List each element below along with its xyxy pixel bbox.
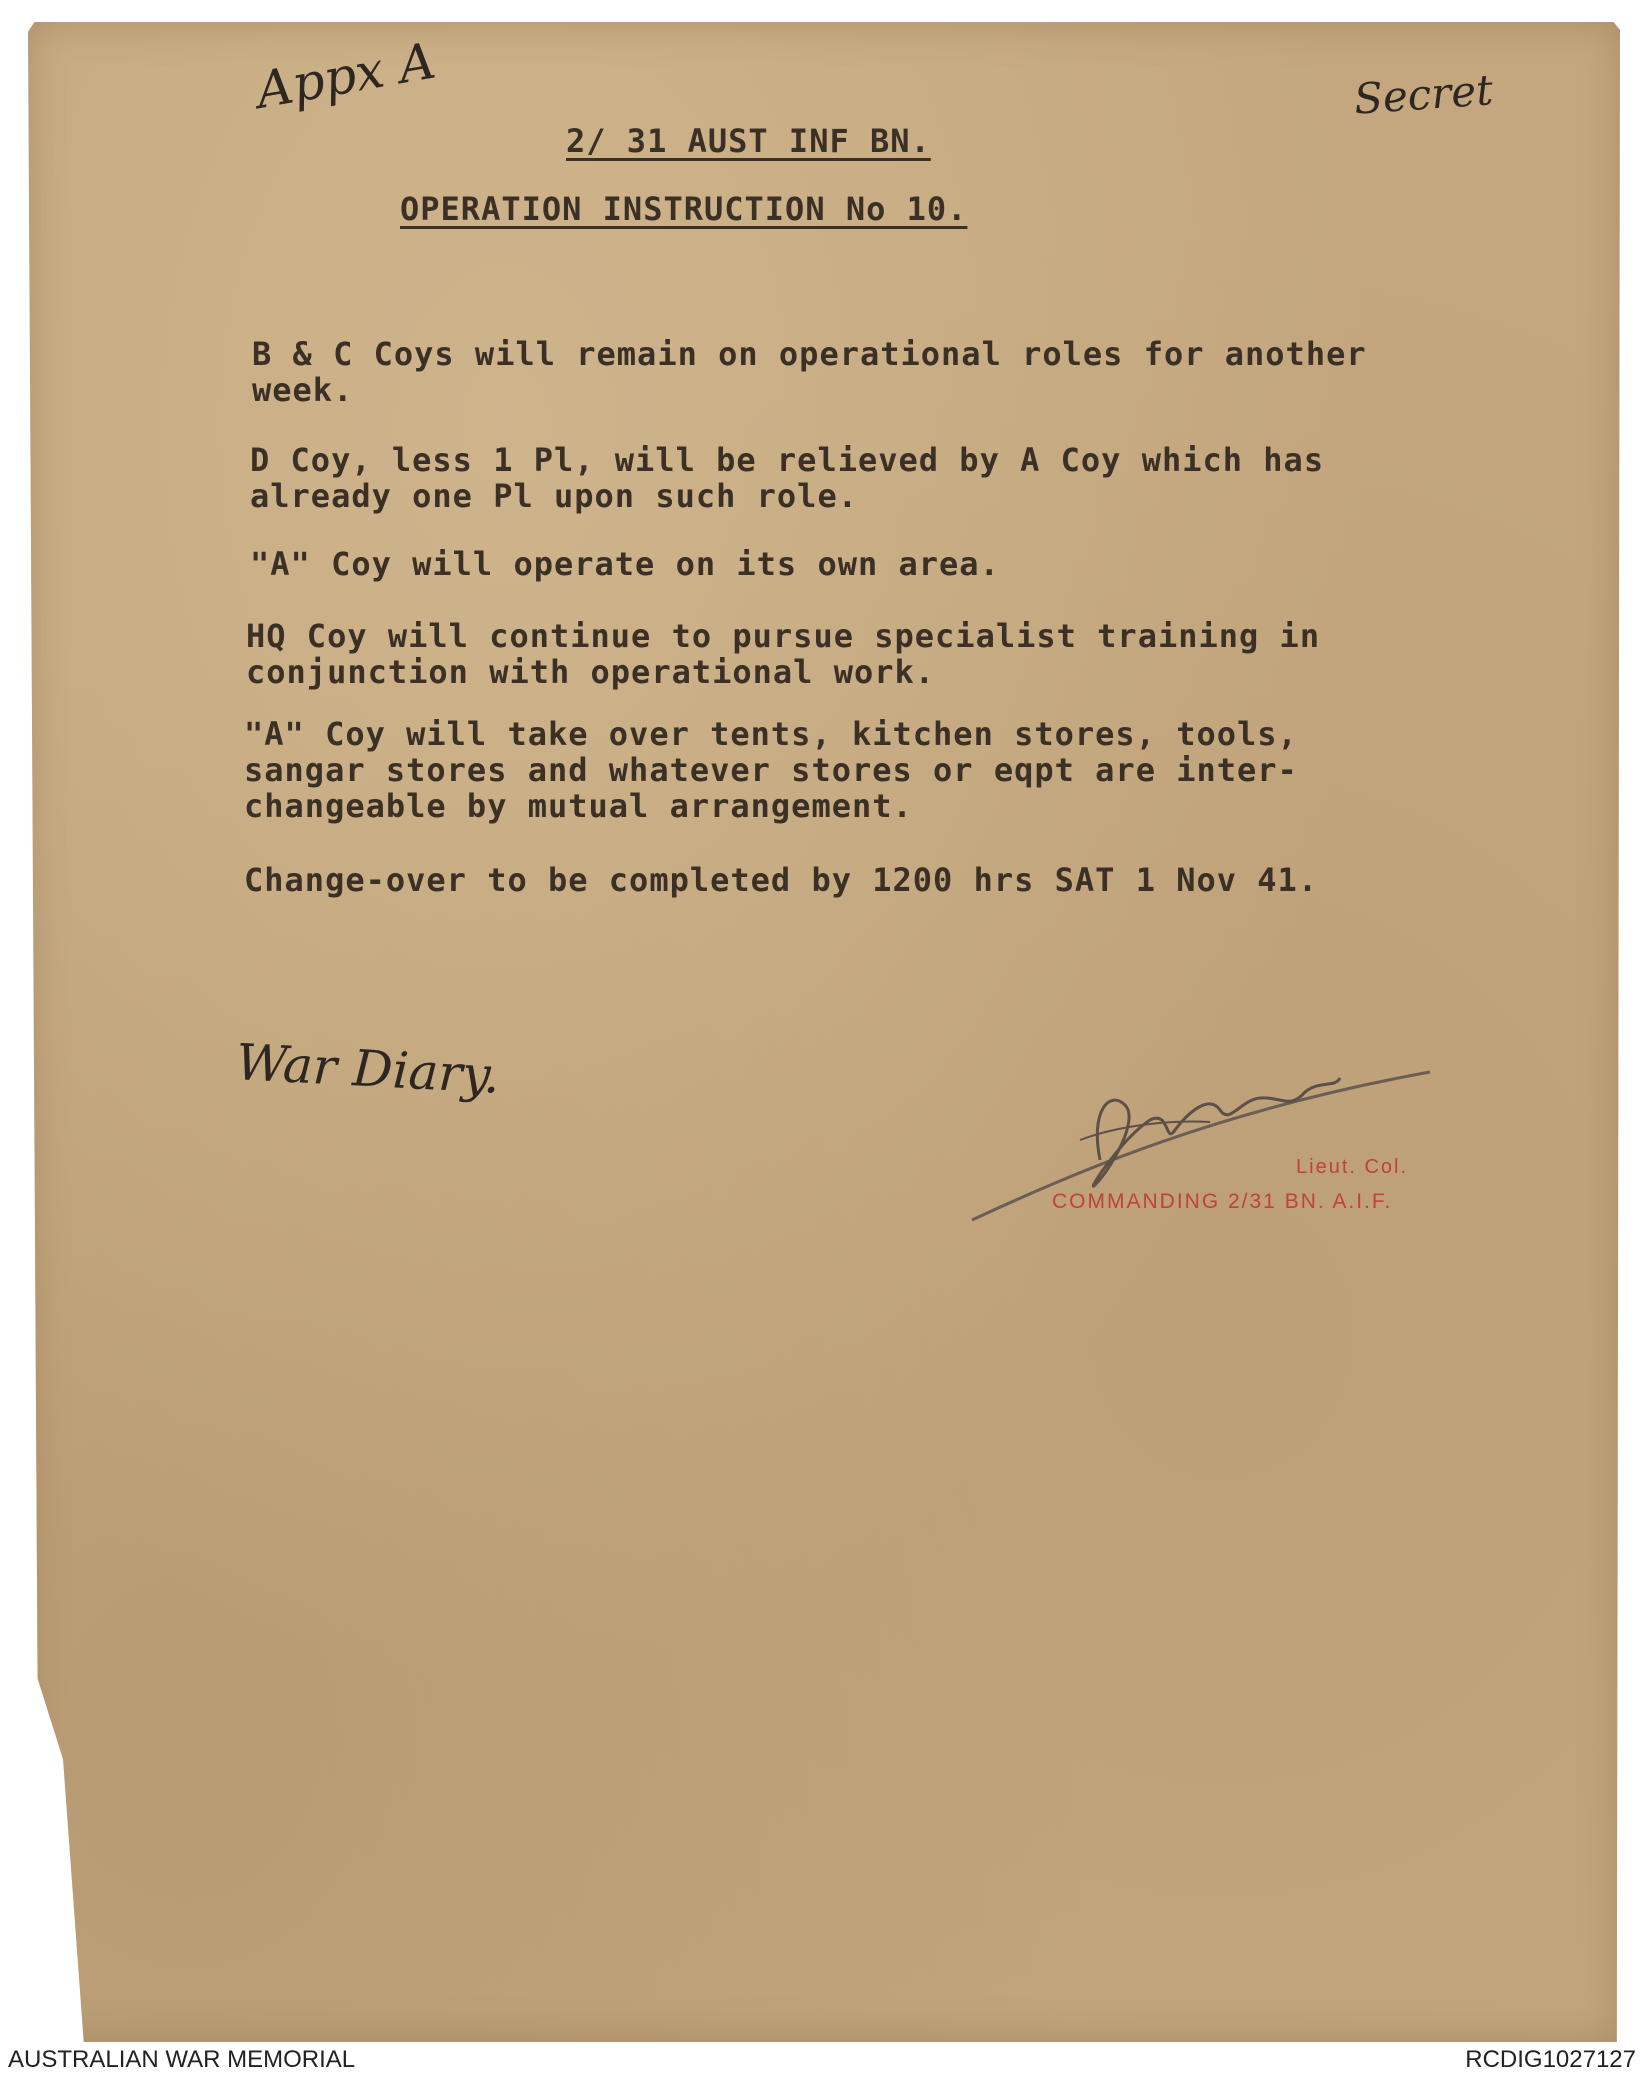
annotation-war-diary: War Diary. [234,1033,502,1105]
instruction-heading: OPERATION INSTRUCTION No 10. [400,190,968,228]
stamp-rank: Lieut. Col. [1296,1156,1409,1178]
footer-source: AUSTRALIAN WAR MEMORIAL [8,2046,356,2073]
paper-sheet [28,22,1620,2042]
annotation-classification: Secret [1352,65,1495,124]
paragraph-3: "A" Coy will operate on its own area. [250,545,1000,583]
paragraph-1: B & C Coys will remain on operational roles for another week. [252,335,1367,409]
paragraph-5: "A" Coy will take over tents, kitchen stores, tools, sangar stores and whatever stores or eqpt are inter- changeable by mutual arrangement. [244,715,1298,825]
footer-identifier: RCDIG1027127 [1465,2046,1636,2073]
paragraph-6: Change-over to be completed by 1200 hrs SAT 1 Nov 41. [244,861,1319,899]
stamp-commanding: COMMANDING 2/31 BN. A.I.F. [1052,1190,1393,1213]
paragraph-2: D Coy, less 1 Pl, will be relieved by A Coy which has already one Pl upon such role. [250,441,1325,515]
annotation-appendix: Appx A [251,31,440,121]
unit-heading: 2/ 31 AUST INF BN. [566,122,931,160]
paragraph-4: HQ Coy will continue to pursue specialist training in conjunction with operational work. [246,617,1321,691]
